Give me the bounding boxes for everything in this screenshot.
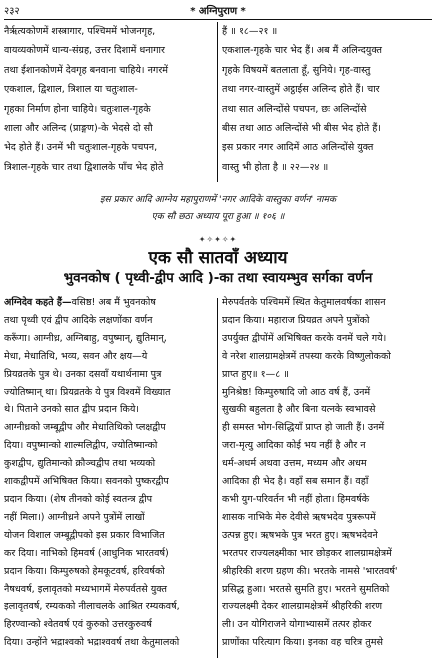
text-line: एकशाल-गृहके चार भेद हैं। अब मैं अलिन्दयुक्त [222, 45, 382, 57]
text-line: जरा-मृत्यु आदिका कोई भय नहीं है और न [222, 440, 366, 452]
text-line: मुनिश्रेष्ठ! किम्पुरुषादि जो आठ वर्ष हैं, उनमें [222, 386, 371, 398]
text-line: तथा नगर-वास्तुमें अट्ठाईस अलिन्द होते हैं। चार [222, 84, 380, 96]
text-line: धर्म-अधर्म अथवा उत्तम, मध्यम और अधम [222, 458, 367, 470]
text-line: राज्यलक्ष्मी देकर शालग्रामक्षेत्रमें श्रीहरिकी शरण [222, 601, 383, 613]
text-line: दिया। वपुष्मान्को शाल्मलिद्वीप, ज्योतिष्मान्को [4, 440, 158, 452]
text-line: प्रदान किया। (शेष तीनको कोई स्वतन्त्र द्वीप [4, 493, 153, 505]
text-line: श्रीहरिकी शरण ग्रहण की। भरतके नामसे 'भारतवर्ष' [222, 565, 398, 577]
text-line: शासक नाभिके मेरु देवीसे ऋषभदेव पुत्ररूपमें [222, 511, 376, 523]
text-line: वास्तु भी होता है ॥ २२—२४ ॥ [222, 161, 329, 173]
column-divider-top [217, 22, 218, 182]
text-line: प्रियव्रतके पुत्र थे। उनका दसवाँ यथार्थनामा पुत्र [4, 368, 162, 380]
text-line: इलावृतवर्ष, रम्यकको नीलाचलके आश्रित रम्यकवर्ष, [4, 601, 180, 613]
text-line: इस प्रकार नगर आदिमें आठ अलिन्दोंसे युक्त [222, 142, 374, 154]
top-right-column [222, 22, 432, 177]
text-line: सुखकी बहुलता है और बिना यत्नके स्वभावसे [222, 404, 376, 416]
text-line: भेद होते हैं। उनमें भी चतुःशाल-गृहके पचपन, [4, 142, 158, 154]
chapter-subtitle: भुवनकोष ( पृथ्वी-द्वीप आदि )-का तथा स्वायम्भुव सर्गका वर्णन [63, 270, 373, 286]
text-line: उपर्युक्त द्वीपोंमें अभिषिक्त करके वनमें चले गये। [222, 332, 387, 344]
running-title: * अग्निपुराण * [190, 6, 246, 17]
text-line: प्रदान किया। महाराज प्रियव्रत अपने पुत्रोंको [222, 314, 370, 326]
page-header [4, 2, 432, 18]
text-line: अग्निदेव कहते हैं—वसिष्ठ! अब मैं भुवनकोष [4, 297, 156, 308]
speaker-lead: अग्निदेव कहते हैं— [4, 297, 72, 308]
text-line: कभी युग-परिवर्तन भी नहीं होता। हिमवर्षके [222, 493, 370, 505]
text-line: हैं ॥ १८—२१ ॥ [222, 26, 278, 37]
page-number: २३२ [4, 6, 20, 17]
text-line: मेरुपर्वतके पश्चिममें स्थित केतुमालवर्षका शासन [222, 297, 386, 308]
text-line: आदिका ही भेद है। वहाँ सब समान हैं। वहाँ [222, 476, 369, 488]
colophon-line-1: इस प्रकार आदि आग्नेय महापुराणमें 'नगर आदिके वास्तुका वर्णन' नामक [99, 194, 337, 205]
colophon-line-2: एक सौ छठा अध्याय पूरा हुआ ॥ १०६ ॥ [151, 211, 285, 222]
text-line: ही समस्त भोग-सिद्धियाँ प्राप्त हो जाती हैं। उनमें [222, 422, 385, 434]
text-line: गृहके विषयमें बतलाता हूँ, सुनिये। गृह-वास्तु [222, 64, 371, 76]
text-line: नहीं मिला।) आग्नीध्रने अपने पुत्रोंमें लाखों [4, 511, 145, 523]
text-line: करूँगा। आग्नीध्र, अग्निबाहु, वपुष्मान्, द्युतिमान्, [4, 332, 167, 344]
top-left-column [4, 22, 212, 177]
body-left-column [4, 294, 212, 652]
text-line: योजन विशाल जम्बूद्वीपको इस प्रकार विभाजित [4, 529, 165, 541]
text-line: तथा सात अलिन्दोंसे पचपन, छः अलिन्दोंसे [222, 103, 367, 115]
chapter-title: एक सौ सातवाँ अध्याय [148, 248, 288, 268]
text-line: उत्पन्न हुए। ऋषभके पुत्र भरत हुए। ऋषभदेवने [222, 529, 378, 541]
text-line: एकशाल, द्विशाल, त्रिशाल या चतुःशाल- [4, 84, 138, 96]
text-line: गृहका निर्माण होना चाहिये। चतुःशाल-गृहके [4, 103, 151, 115]
header-rule [4, 19, 432, 20]
ornament-divider: ✦✧✦✧✦ [198, 235, 238, 244]
text-line: कुशद्वीप, द्युतिमान्को क्रौञ्चद्वीप तथा भव्यको [4, 458, 156, 470]
text-line: प्राणोंका परित्याग किया। इनका वह चरित्र तुमसे [222, 637, 383, 649]
text-line: शाकद्वीपमें अभिषिक्त किया। सवनको पुष्करद्वीप [4, 476, 169, 488]
text-line: दिया। उन्होंने भद्राश्वको भद्राश्ववर्ष तथा केतुमालको [4, 637, 180, 649]
text-line: ज्योतिष्मान् था। प्रियव्रतके ये पुत्र विश्वमें विख्यात [4, 386, 171, 398]
column-divider-body [217, 298, 218, 658]
text-line: कर दिया। नाभिको हिमवर्ष (आधुनिक भारतवर्ष) [4, 547, 169, 559]
text-line: प्राप्त हुए॥ १—८ ॥ [222, 368, 289, 380]
text-line: तथा ईशानकोणमें देवगृह बनवाना चाहिये। नगरमें [4, 64, 168, 76]
text-line: त्रिशाल-गृहके चार तथा द्विशालके पाँच भेद होते [4, 161, 164, 173]
text-line: वे नरेश शालग्रामक्षेत्रमें तपस्या करके विष्णुलोकको [222, 350, 391, 362]
text-line: शाला और अलिन्द (प्राङ्गण)-के भेदसे दो सौ [4, 123, 153, 135]
text-line: बीस तथा आठ अलिन्दोंसे भी बीस भेद होते हैं। [222, 123, 381, 135]
text-line: नैषधवर्ष, इलावृतको मध्यभागमें मेरुपर्वतसे युक्त [4, 583, 167, 595]
text-line: प्रदान किया। किम्पुरुषको हेमकूटवर्ष, हरिवर्षको [4, 565, 165, 577]
text-line: ली। उन योगिराजने योगाभ्यासमें तत्पर होकर [222, 619, 372, 631]
text-line: प्रसिद्ध हुआ। भरतसे सुमति हुए। भरतने सुमतिको [222, 583, 390, 595]
text-line: नैर्ऋत्यकोणमें शस्त्रागार, पश्चिममें भोजनगृह, [4, 26, 156, 37]
text-line: थे। पिताने उनको सात द्वीप प्रदान किये। [4, 404, 140, 416]
text-line: भरतपर राज्यलक्ष्मीका भार छोड़कर शालग्रामक्षेत्रमें [222, 547, 392, 559]
text-line: वायव्यकोणमें धान्य-संग्रह, उत्तर दिशामें धनागार [4, 45, 165, 57]
text-line: तथा पृथ्वी एवं द्वीप आदिके लक्षणोंका वर्णन [4, 314, 153, 326]
text-line: हिरण्वान्को श्वेतवर्ष एवं कुरुको उत्तरकुरुवर्ष [4, 619, 152, 631]
text-line: मेधा, मेधातिथि, भव्य, सवन और क्षय—ये [4, 350, 148, 362]
body-right-column [222, 294, 432, 652]
text-line: आग्नीध्रको जम्बूद्वीप और मेधातिथिको प्लक्षद्वीप [4, 422, 166, 434]
